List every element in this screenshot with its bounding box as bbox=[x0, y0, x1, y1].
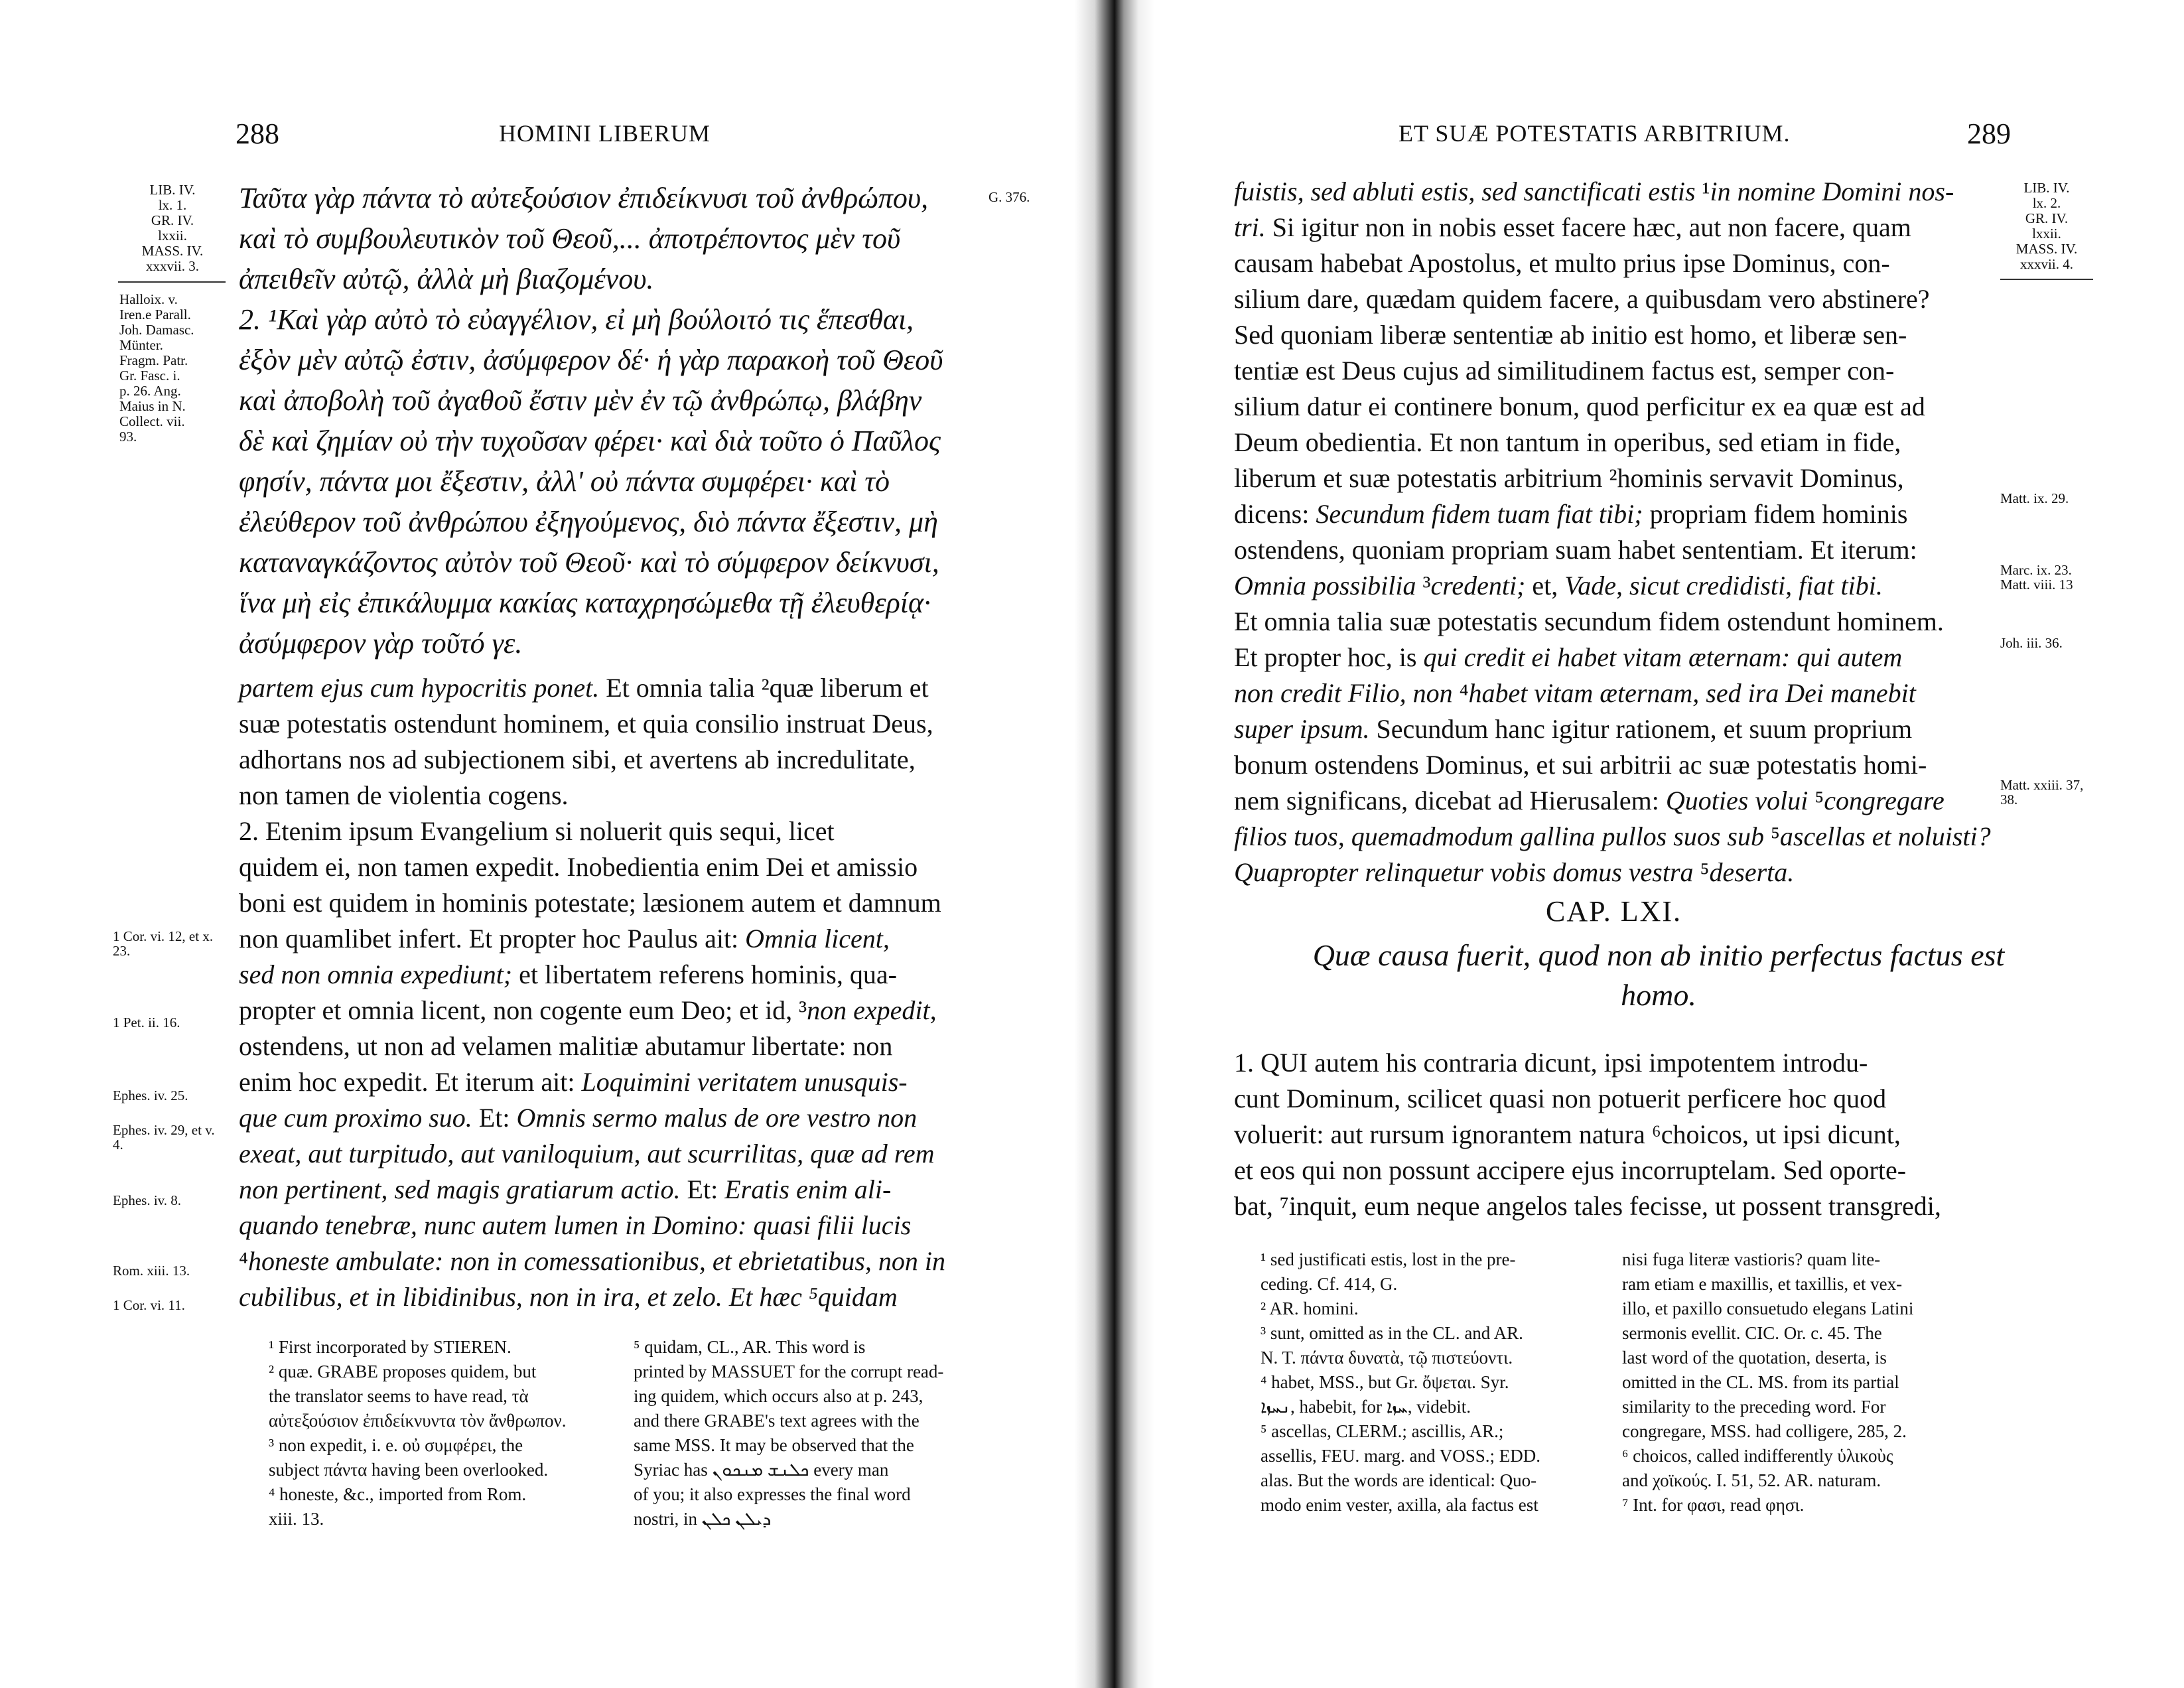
roman-segment: et eos qui non possunt accipere ejus incorruptelam. Sed oporte- bbox=[1234, 1155, 1907, 1185]
left-page-number: 288 bbox=[236, 117, 279, 150]
roman-segment: et libertatem referens hominis, qua- bbox=[512, 959, 897, 989]
italic-segment: Omnia licent, bbox=[745, 924, 890, 953]
footnote-line: ceding. Cf. 414, G. bbox=[1261, 1274, 1398, 1294]
roman-segment: non tamen de violentia cogens. bbox=[239, 780, 569, 810]
source-line: Halloix. v. bbox=[119, 291, 178, 307]
greek-line: φησίν, πάντα μοι ἔξεστιν, ἀλλ' οὐ πάντα συμφέρει· καὶ τὸ bbox=[239, 465, 890, 498]
right-sidenote-rule bbox=[2000, 279, 2093, 280]
latin-line bbox=[239, 993, 945, 1028]
italic-segment: non pertinent, sed magis gratiarum actio. bbox=[239, 1174, 681, 1204]
latin-line bbox=[1234, 855, 1991, 890]
roman-segment: 1. bbox=[1234, 1048, 1261, 1078]
margin-ref: Ephes. iv. 8. bbox=[113, 1192, 182, 1208]
latin-line bbox=[239, 885, 945, 921]
roman-segment: ⁴ bbox=[239, 1246, 248, 1276]
latin-line bbox=[1234, 317, 1991, 353]
left-footnotes-column-1 bbox=[269, 1335, 567, 1531]
footnote-line: nisi fuga literæ vastioris? quam lite- bbox=[1622, 1249, 1881, 1269]
sidenote-line: LIB. IV. bbox=[149, 182, 196, 198]
left-latin-text bbox=[239, 670, 945, 1315]
footnote-line: last word of the quotation, deserta, is bbox=[1622, 1348, 1887, 1368]
greek-fragment bbox=[239, 178, 943, 664]
footnote-line: ram etiam e maxillis, et taxillis, et vex- bbox=[1622, 1274, 1903, 1294]
source-line: Maius in N. bbox=[119, 398, 186, 414]
chapter-title: Quæ causa fuerit, quod non ab initio perfectus factus est homo. bbox=[1312, 938, 2005, 1012]
source-line: 93. bbox=[119, 429, 137, 445]
greek-line: Ταῦτα γὰρ πάντα τὸ αὐτεξούσιον ἐπιδείκνυσι τοῦ ἀνθρώπου, bbox=[239, 182, 929, 214]
latin-line bbox=[1234, 425, 1991, 460]
italic-segment: non expedit, bbox=[807, 995, 937, 1025]
italic-segment: non credit Filio, non bbox=[1234, 678, 1453, 708]
roman-segment: bonum ostendens Dominus, et sui arbitrii ac suæ potestatis homi- bbox=[1234, 750, 1927, 780]
roman-segment: Et: bbox=[680, 1174, 725, 1204]
roman-segment: Et omnia talia suæ potestatis secundum fidem ostendunt hominem. bbox=[1234, 606, 1944, 636]
latin-line bbox=[239, 706, 945, 742]
italic-segment: congregare bbox=[1824, 786, 1945, 815]
footnote-line: ܢܚܙܐ, habebit, for ܚܙܐ, videbit. bbox=[1261, 1397, 1471, 1417]
roman-segment: ⁵ bbox=[1808, 786, 1824, 815]
source-line: Joh. Damasc. bbox=[119, 322, 194, 338]
right-latin-text bbox=[1234, 174, 1991, 890]
footnote-line: alas. But the words are identical: Quo- bbox=[1261, 1470, 1537, 1490]
latin-line bbox=[1234, 532, 1991, 568]
latin-line bbox=[239, 1028, 945, 1064]
greek-line: ἀπειθεῖν αὐτῷ, ἀλλὰ μὴ βιαζομένου. bbox=[239, 263, 654, 295]
italic-segment: Quapropter relinquetur vobis domus vestra bbox=[1234, 857, 1694, 887]
latin-line bbox=[1234, 711, 1991, 747]
sidenote-line: lx. 1. bbox=[158, 197, 187, 213]
roman-segment: cunt Dominum, scilicet quasi non potuerit perficere hoc quod bbox=[1234, 1084, 1887, 1113]
footnote-line: ² quæ. GRABE proposes quidem, but bbox=[269, 1362, 537, 1381]
roman-segment bbox=[722, 1282, 729, 1312]
greek-line: ἵνα μὴ εἰς ἐπικάλυμμα κακίας καταχρησώμεθα τῇ ἐλευθερίᾳ· bbox=[239, 587, 931, 619]
margin-ref: 1 Cor. vi. 11. bbox=[113, 1297, 185, 1313]
latin-line bbox=[239, 1279, 945, 1315]
book-gutter bbox=[1075, 0, 1154, 1688]
footnote-line: ing quidem, which occurs also at p. 243, bbox=[634, 1386, 923, 1406]
italic-segment: credenti; bbox=[1430, 571, 1526, 600]
chapter-line bbox=[1234, 1188, 1941, 1224]
chapter-line bbox=[1234, 1153, 1941, 1188]
latin-line bbox=[239, 1064, 945, 1100]
margin-ref: 1 Cor. vi. 12, et x. 23. bbox=[113, 928, 214, 959]
footnote-line: congregare, MSS. had colligere, 285, 2. bbox=[1622, 1421, 1907, 1441]
roman-segment: Et propter hoc, is bbox=[1234, 642, 1424, 672]
roman-segment: non quamlibet infert. Et propter hoc Paulus ait: bbox=[239, 924, 746, 953]
latin-line bbox=[239, 957, 945, 993]
footnote-line: N. T. πάντα δυνατὰ, τῷ πιστεύοντι. bbox=[1261, 1348, 1513, 1368]
footnote-line: modo enim vester, axilla, ala factus est bbox=[1261, 1495, 1538, 1515]
sidenote-line: MASS. IV. bbox=[141, 243, 204, 259]
italic-segment: sed non omnia expediunt; bbox=[239, 959, 513, 989]
roman-segment: bat, ⁷inquit, eum neque angelos tales fecisse, ut possent transgredi, bbox=[1234, 1191, 1941, 1221]
roman-segment: Sed quoniam liberæ sententiæ ab initio est homo, et liberæ sen- bbox=[1234, 320, 1907, 350]
margin-ref: Joh. iii. 36. bbox=[2000, 635, 2063, 651]
footnote-line: the translator seems to have read, τὰ bbox=[269, 1386, 529, 1406]
latin-line bbox=[1234, 675, 1991, 711]
italic-segment: Quoties volui bbox=[1665, 786, 1809, 815]
right-footnotes-column-1 bbox=[1261, 1247, 1540, 1517]
left-page bbox=[0, 0, 1075, 1688]
latin-line bbox=[1234, 174, 1991, 210]
italic-segment: habet vitam æternam, sed ira Dei manebit bbox=[1468, 678, 1916, 708]
roman-segment: propriam fidem hominis bbox=[1643, 499, 1908, 529]
right-footnotes-column-2 bbox=[1622, 1247, 1913, 1517]
footnote-line: similarity to the preceding word. For bbox=[1622, 1397, 1886, 1417]
chapter-line bbox=[1234, 1081, 1941, 1117]
footnote-line: illo, et paxillo consuetudo elegans Latini bbox=[1622, 1299, 1914, 1318]
footnote-line: ² AR. homini. bbox=[1261, 1299, 1359, 1318]
italic-segment: Et hæc ⁵quidam bbox=[728, 1282, 898, 1312]
roman-segment: Et omnia talia ²quæ liberum et bbox=[599, 673, 929, 703]
footnote-line: subject πάντα having been overlooked. bbox=[269, 1460, 549, 1480]
footnote-line: ⁵ ascellas, CLERM.; ascillis, AR.; bbox=[1261, 1421, 1504, 1441]
roman-segment: propter et omnia licent, non cogente eum Deo; et id, ³ bbox=[239, 995, 807, 1025]
roman-segment: Deum obedientia. Et non tantum in operibus, sed etiam in fide, bbox=[1234, 427, 1901, 457]
greek-line: 2. ¹Καὶ γὰρ αὐτὸ τὸ εὐαγγέλιον, εἰ μὴ βούλοιτό τις ἕπεσθαι, bbox=[239, 303, 914, 336]
italic-segment: Loquimini veritatem unusquis- bbox=[581, 1067, 908, 1097]
latin-line bbox=[1234, 389, 1991, 425]
sidenote-line: GR. IV. bbox=[2025, 210, 2069, 226]
italic-segment: cubilibus, et in libidinibus, non in ira, et zelo. bbox=[239, 1282, 722, 1312]
latin-line bbox=[239, 1136, 945, 1172]
italic-segment: Vade, sicut credidisti, fiat tibi. bbox=[1564, 571, 1883, 600]
roman-segment: Si igitur non in nobis esset facere hæc, aut non facere, quam bbox=[1265, 212, 1911, 242]
chapter-line bbox=[1234, 1045, 1941, 1081]
sidenote-line: lx. 2. bbox=[2032, 195, 2061, 211]
greek-line: καταναγκάζοντος αὐτὸν τοῦ Θεοῦ· καὶ τὸ σύμφερον δείκνυσι, bbox=[239, 546, 939, 579]
footnote-line: ³ non expedit, i. e. οὐ συμφέρει, the bbox=[269, 1435, 523, 1455]
footnote-line: ⁴ honeste, &c., imported from Rom. bbox=[269, 1484, 527, 1504]
greek-line: ἐξὸν μὲν αὐτῷ ἐστιν, ἀσύμφερον δέ· ἡ γὰρ παρακοὴ τοῦ Θεοῦ bbox=[239, 344, 943, 376]
greek-line: δὲ καὶ ζημίαν οὐ τὴν τυχοῦσαν φέρει· καὶ διὰ τοῦτο ὁ Παῦλος bbox=[239, 425, 941, 457]
footnote-line: ¹ First incorporated by STIEREN. bbox=[269, 1337, 512, 1357]
source-line: Münter. bbox=[119, 337, 163, 353]
chapter-heading: CAP. LXI. bbox=[1546, 895, 1682, 928]
roman-segment: silium datur ei continere bonum, quod perficitur ex ea quæ est ad bbox=[1234, 391, 1925, 421]
chapter-text bbox=[1234, 1045, 1941, 1224]
italic-segment: Secundum fidem tuam fiat tibi; bbox=[1316, 499, 1643, 529]
roman-segment: liberum et suæ potestatis arbitrium ²hominis servavit Dominus, bbox=[1234, 463, 1904, 493]
right-running-head: ET SUÆ POTESTATIS ARBITRIUM. bbox=[1399, 120, 1791, 147]
latin-line bbox=[239, 778, 945, 813]
italic-segment: deserta. bbox=[1709, 857, 1795, 887]
right-page bbox=[1154, 0, 2184, 1688]
latin-line bbox=[239, 1172, 945, 1208]
margin-ref: Rom. xiii. 13. bbox=[113, 1263, 190, 1279]
italic-segment: filios tuos, quemadmodum gallina pullos suos sub bbox=[1234, 821, 1764, 851]
sidenote-line: xxxvii. 3. bbox=[146, 258, 199, 274]
roman-segment: silium dare, quædam quidem facere, a quibusdam vero abstinere? bbox=[1234, 284, 1930, 314]
roman-segment: enim hoc expedit. Et iterum ait: bbox=[239, 1067, 582, 1097]
latin-line bbox=[1234, 783, 1991, 819]
roman-segment: 2. Etenim ipsum Evangelium si noluerit quis sequi, licet bbox=[239, 816, 835, 846]
margin-ref: Matt. ix. 29. bbox=[2000, 490, 2069, 506]
footnote-line: ³ sunt, omitted as in the CL. and AR. bbox=[1261, 1323, 1523, 1343]
latin-line bbox=[1234, 246, 1991, 281]
latin-line bbox=[1234, 460, 1991, 496]
left-running-head: HOMINI LIBERUM bbox=[499, 120, 711, 147]
sidenote-line: lxxii. bbox=[2032, 226, 2061, 242]
sidenote-line: GR. IV. bbox=[151, 212, 194, 228]
latin-line bbox=[1234, 747, 1991, 783]
footnote-line: nostri, in ܕܝܠܢ ܟܠܢ bbox=[634, 1509, 772, 1529]
latin-line bbox=[1234, 640, 1991, 675]
left-sidenote-sources bbox=[119, 292, 239, 445]
roman-segment: nem significans, dicebat ad Hierusalem: bbox=[1234, 786, 1666, 815]
latin-line bbox=[239, 1100, 945, 1136]
roman-segment: voluerit: aut rursum ignorantem natura ⁶choicos, ut ipsi dicunt, bbox=[1234, 1119, 1901, 1149]
source-line: p. 26. Ang. bbox=[119, 383, 181, 399]
roman-segment: adhortans nos ad subjectionem sibi, et avertens ab incredulitate, bbox=[239, 744, 916, 774]
footnote-line: ¹ sed justificati estis, lost in the pre- bbox=[1261, 1249, 1516, 1269]
source-line: Collect. vii. bbox=[119, 413, 185, 429]
left-sidenote-rule bbox=[118, 281, 226, 283]
italic-segment: fuistis, sed abluti estis, sed sanctificati estis bbox=[1234, 176, 1696, 206]
roman-segment: ⁵ bbox=[1693, 857, 1710, 887]
source-line: Iren.e Parall. bbox=[119, 307, 191, 322]
footnote-line: αὐτεξούσιον ἐπιδείκνυντα τὸν ἄνθρωπον. bbox=[269, 1411, 567, 1431]
latin-line bbox=[1234, 353, 1991, 389]
roman-segment: ⁴ bbox=[1452, 678, 1469, 708]
footnote-line: of you; it also expresses the final word bbox=[634, 1484, 911, 1504]
roman-segment: ostendens, quoniam propriam suam habet sententiam. Et iterum: bbox=[1234, 535, 1917, 565]
roman-segment: boni est quidem in hominis potestate; læsionem autem et damnum bbox=[239, 888, 941, 918]
italic-segment: super ipsum. bbox=[1234, 714, 1370, 744]
roman-segment: ostendens, ut non ad velamen malitiæ abutamur libertate: non bbox=[239, 1031, 893, 1061]
latin-line bbox=[239, 670, 945, 706]
footnote-line: ⁷ Int. for φασι, read φησι. bbox=[1622, 1495, 1805, 1515]
right-sidenote-book-ref bbox=[1997, 180, 2096, 272]
roman-segment: quidem ei, non tamen expedit. Inobedientia enim Dei et amissio bbox=[239, 852, 918, 882]
italic-segment: Omnis sermo malus de ore vestro non bbox=[516, 1103, 918, 1133]
chapter-line bbox=[1234, 1117, 1941, 1153]
left-footnotes-column-2 bbox=[634, 1335, 943, 1531]
roman-segment: et, bbox=[1525, 571, 1565, 600]
roman-segment: ³ bbox=[1416, 571, 1431, 600]
left-sidenote-book-ref bbox=[113, 182, 232, 274]
italic-segment: honeste ambulate: non in comessationibus, et ebrietatibus, non in bbox=[247, 1246, 945, 1276]
latin-line bbox=[1234, 604, 1991, 640]
footnote-line: and there GRABE's text agrees with the bbox=[634, 1411, 920, 1431]
footnote-line: ⁴ habet, MSS., but Gr. ὄψεται. Syr. bbox=[1261, 1372, 1509, 1392]
roman-segment: ¹ bbox=[1695, 176, 1710, 206]
latin-line bbox=[1234, 281, 1991, 317]
footnote-line: and χοϊκούς. I. 51, 52. AR. naturam. bbox=[1622, 1470, 1881, 1490]
margin-ref: Marc. ix. 23. Matt. viii. 13 bbox=[2000, 562, 2073, 593]
italic-segment: Omnia possibilia bbox=[1234, 571, 1416, 600]
roman-segment: Et: bbox=[472, 1103, 517, 1133]
footnote-line: sermonis evellit. CIC. Or. c. 45. The bbox=[1622, 1323, 1882, 1343]
roman-segment: autem his contraria dicunt, ipsi impotentem introdu- bbox=[1308, 1048, 1868, 1078]
footnote-line: Syriac has ܟܠܢܫ ܡܢܟܘܢ every man bbox=[634, 1460, 889, 1480]
latin-line bbox=[239, 921, 945, 957]
roman-segment: Secundum hanc igitur rationem, et suum proprium bbox=[1369, 714, 1913, 744]
sidenote-line: MASS. IV. bbox=[2015, 241, 2078, 257]
italic-segment: exeat, aut turpitudo, aut vaniloquium, aut scurrilitas, quæ ad rem bbox=[239, 1139, 935, 1168]
italic-segment: partem ejus cum hypocritis ponet. bbox=[239, 673, 600, 703]
source-line: Fragm. Patr. bbox=[119, 352, 188, 368]
italic-segment: quando tenebræ, nunc autem lumen in Domino: quasi filii lucis bbox=[239, 1210, 912, 1240]
greek-page-ref: G. 376. bbox=[989, 189, 1030, 205]
greek-line: καὶ ἀποβολὴ τοῦ ἀγαθοῦ ἔστιν μὲν ἐν τῷ ἀνθρώπῳ, βλάβην bbox=[239, 384, 922, 417]
margin-ref: 1 Pet. ii. 16. bbox=[113, 1015, 180, 1030]
margin-ref: Matt. xxiii. 37, 38. bbox=[2000, 777, 2084, 808]
italic-segment: ascellas et noluisti? bbox=[1779, 821, 1991, 851]
italic-segment: Eratis enim ali- bbox=[724, 1174, 892, 1204]
greek-line: ἀσύμφερον γὰρ τοῦτό γε. bbox=[239, 627, 523, 660]
latin-line bbox=[239, 813, 945, 849]
greek-line: ἐλεύθερον τοῦ ἀνθρώπου ἐξηγούμενος, διὸ πάντα ἔξεστιν, μὴ bbox=[239, 506, 938, 538]
roman-segment: suæ potestatis ostendunt hominem, et quia consilio instruat Deus, bbox=[239, 709, 933, 738]
greek-line: καὶ τὸ συμβουλευτικὸν τοῦ Θεοῦ,... ἀποτρέποντος μὲν τοῦ bbox=[239, 222, 901, 255]
italic-segment: que cum proximo suo. bbox=[239, 1103, 472, 1133]
footnote-line: printed by MASSUET for the corrupt read- bbox=[634, 1362, 944, 1381]
footnote-line: assellis, FEU. marg. and VOSS.; EDD. bbox=[1261, 1446, 1541, 1466]
latin-line bbox=[1234, 819, 1991, 855]
italic-segment: qui credit ei habet vitam æternam: qui autem bbox=[1423, 642, 1903, 672]
latin-line bbox=[1234, 568, 1991, 604]
roman-segment: dicens: bbox=[1234, 499, 1316, 529]
latin-line bbox=[1234, 496, 1991, 532]
italic-segment: in nomine Domini nos- bbox=[1710, 176, 1954, 206]
footnote-line: ⁶ choicos, called indifferently ὑλικοὺς bbox=[1622, 1446, 1893, 1466]
italic-segment: tri. bbox=[1234, 212, 1266, 242]
roman-segment: ⁵ bbox=[1763, 821, 1780, 851]
footnote-line: xiii. 13. bbox=[269, 1509, 324, 1529]
roman-segment: causam habebat Apostolus, et multo prius ipse Dominus, con- bbox=[1234, 248, 1890, 278]
latin-line bbox=[239, 1243, 945, 1279]
margin-ref: Ephes. iv. 29, et v. 4. bbox=[113, 1122, 215, 1153]
footnote-line: same MSS. It may be observed that the bbox=[634, 1435, 914, 1455]
latin-line bbox=[239, 742, 945, 778]
latin-line bbox=[239, 849, 945, 885]
latin-line bbox=[1234, 210, 1991, 246]
sidenote-line: xxxvii. 4. bbox=[2020, 256, 2073, 272]
source-line: Gr. Fasc. i. bbox=[119, 368, 180, 384]
right-page-number: 289 bbox=[1967, 117, 2011, 150]
margin-ref: Ephes. iv. 25. bbox=[113, 1088, 188, 1103]
latin-line bbox=[239, 1208, 945, 1243]
roman-segment: tentiæ est Deus cujus ad similitudinem factus est, semper con- bbox=[1234, 356, 1895, 386]
footnote-line: ⁵ quidam, CL., AR. This word is bbox=[634, 1337, 866, 1357]
footnote-line: omitted in the CL. MS. from its partial bbox=[1622, 1372, 1899, 1392]
sidenote-line: lxxii. bbox=[158, 228, 187, 244]
sidenote-line: LIB. IV. bbox=[2023, 180, 2070, 196]
small-caps-segment: QUI bbox=[1261, 1048, 1308, 1078]
